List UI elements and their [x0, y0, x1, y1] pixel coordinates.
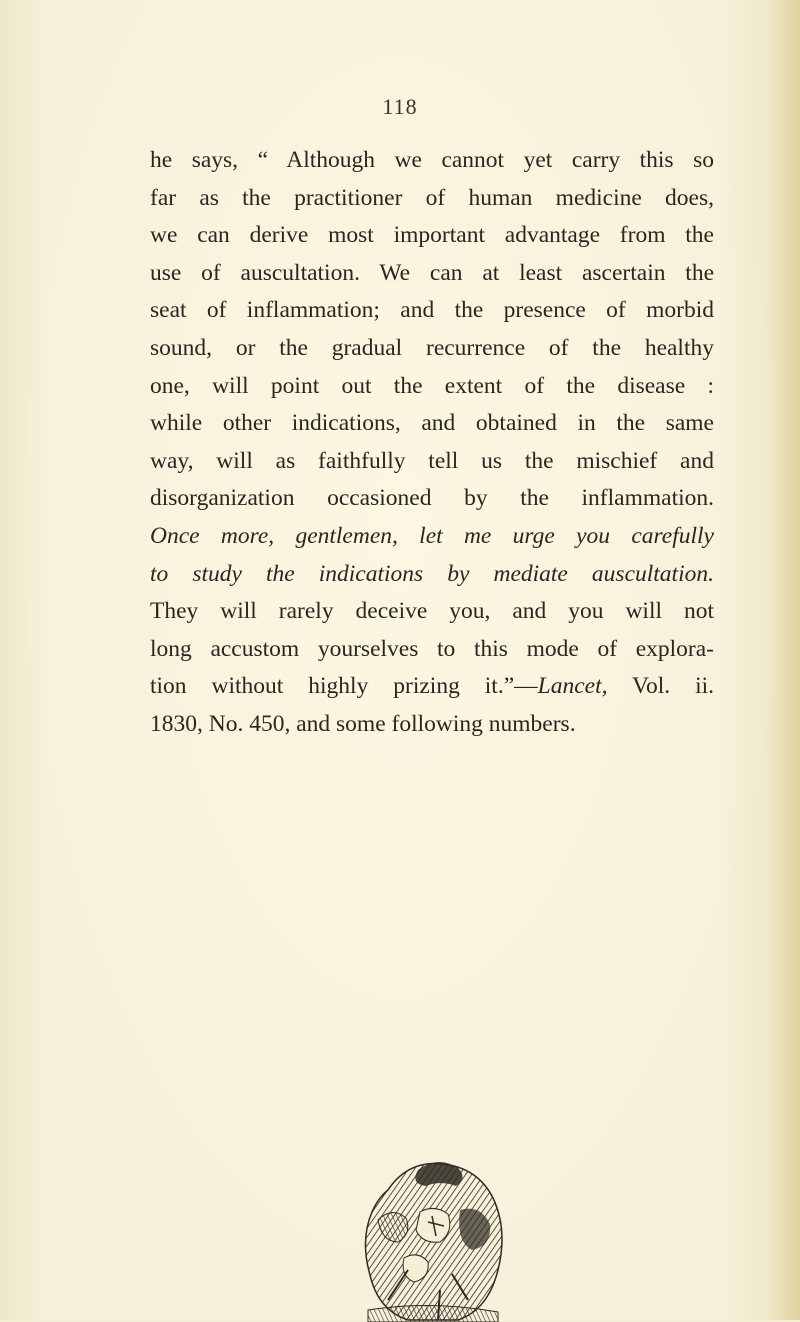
text-line: They will rarely deceive you, and you will not	[150, 598, 714, 625]
text-line: way, will as faithfully tell us the mischief and	[150, 447, 714, 474]
text-line: seat of inflammation; and the presence of morbid	[150, 297, 714, 324]
text-line-citation	[150, 668, 714, 706]
text-line-italic: Once more, gentlemen, let me urge you carefully	[150, 522, 714, 549]
body-paragraph	[150, 142, 714, 744]
citation-journal: Lancet,	[537, 673, 608, 700]
text-line: while other indications, and obtained in the same	[150, 410, 714, 437]
text-line: we can derive most important advantage from the	[150, 222, 714, 249]
text-line: long accustom yourselves to this mode of explora-	[150, 635, 714, 662]
text-line: far as the practitioner of human medicine does,	[150, 184, 714, 211]
text-line: sound, or the gradual recurrence of the healthy	[150, 334, 714, 361]
citation-volume: Vol. ii.	[607, 673, 715, 700]
page-number: 118	[382, 94, 418, 119]
text-line: he says, “ Although we cannot yet carry this so	[150, 147, 714, 173]
text-line: 1830, No. 450, and some following numbers.	[150, 710, 576, 737]
page-edge-shadow	[770, 0, 800, 1320]
text-line: one, will point out the extent of the disease :	[150, 372, 714, 399]
text-line-italic: to study the indications by mediate auscultation.	[150, 560, 714, 587]
tailpiece-vignette-icon	[348, 1150, 516, 1322]
text-line: use of auscultation. We can at least ascertain the	[150, 259, 714, 286]
text-line: disorganization occasioned by the inflammation.	[150, 485, 714, 512]
citation-lead: tion without highly prizing it.”—	[150, 673, 538, 700]
